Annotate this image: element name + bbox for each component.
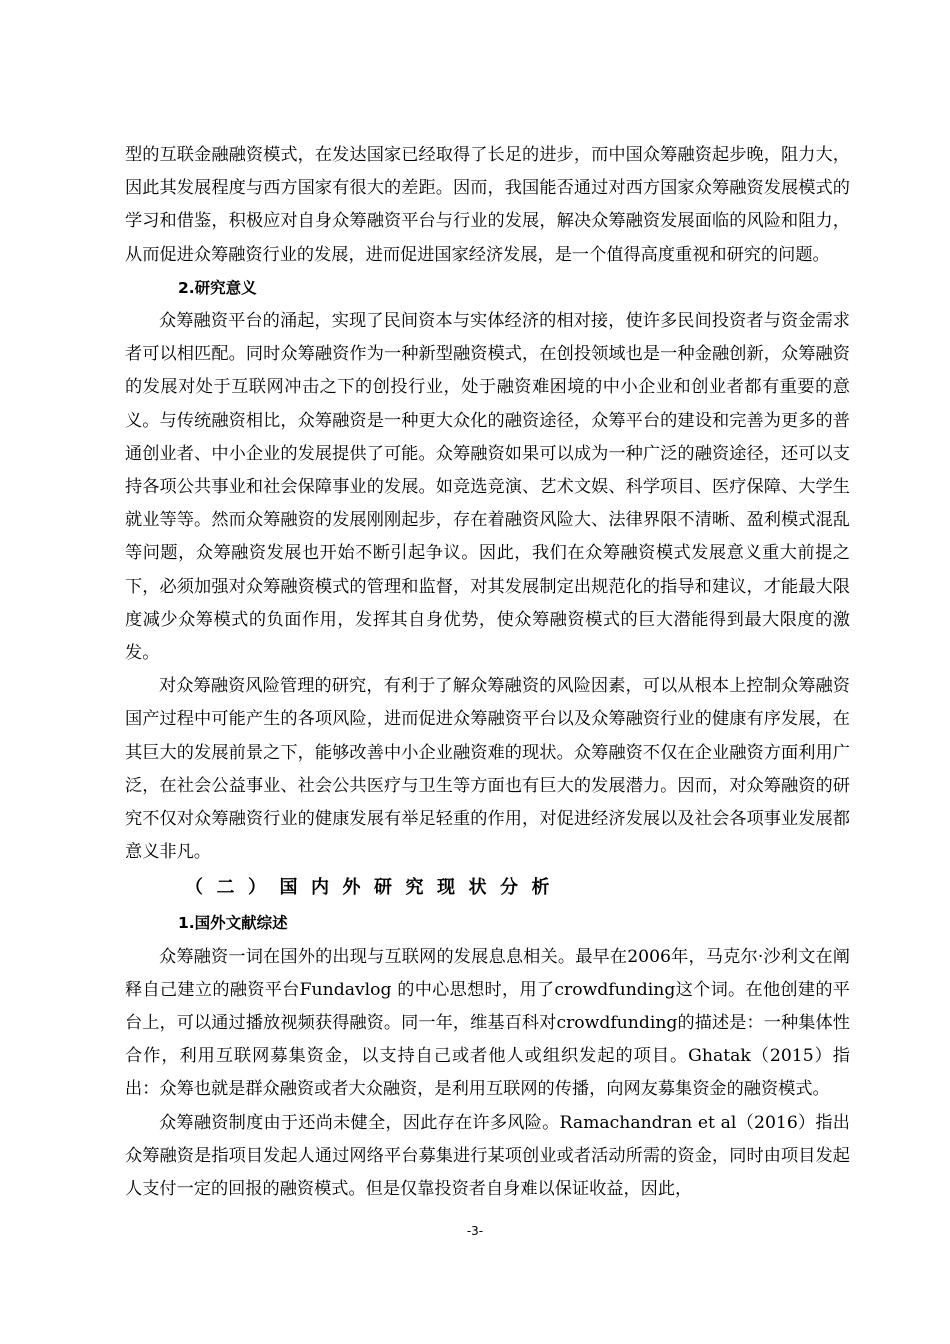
paragraph-continued: 型的互联金融融资模式，在发达国家已经取得了长足的进步，而中国众筹融资起步晚，阻力大，因此其发展程度与西方国家有很大的差距。因而，我国能否通过对西方国家众筹融资发展模式的学习和借鉴，积极应对自身众筹融资平台与行业的发展，解决众筹融资发展面临的风险和阻力，从而促进众筹融资行业的发展，进而促进国家经济发展，是一个值得高度重视和研究的问题。	[125, 145, 850, 265]
page-number: -3-	[466, 1224, 484, 1238]
subheading-foreign-literature: 1.国外文献综述	[178, 914, 288, 933]
paragraph-risks: 众筹融资制度由于还尚未健全，因此存在许多风险。Ramachandran et al（2016）指出众筹融资是指项目发起人通过网络平台募集进行某项创业或者活动所需的资金，同时由项目发起人支付一定的回报的融资模式。但是仅靠投资者自身难以保证收益，因此，	[125, 1112, 850, 1200]
paragraph-significance: 众筹融资平台的涌起，实现了民间资本与实体经济的相对接，使许多民间投资者与资金需求者可以相匹配。同时众筹融资作为一种新型融资模式，在创投领域也是一种金融创新，众筹融资的发展对处于互联网冲击之下的创投行业，处于融资难困境的中小企业和创业者都有重要的意义。与传统融资相比，众筹融资是一种更大众化的融资途径，众筹平台的建设和完善为更多的普通创业者、中小企业的发展提供了可能。众筹融资如果可以成为一种广泛的融资途径，还可以支持各项公共事业和社会保障事业的发展。如竞选竞演、艺术文娱、科学项目、医疗保障、大学生就业等等。然而众筹融资的发展刚刚起步，存在着融资风险大、法律界限不清晰、盈利模式混乱等问题，众筹融资发展也开始不断引起争议。因此，我们在众筹融资模式发展意义重大前提之下，必须加强对众筹融资模式的管理和监督，对其发展制定出规范化的指导和建议，才能最大限度减少众筹模式的负面作用，发挥其自身优势，使众筹融资模式的巨大潜能得到最大限度的激发。	[125, 311, 850, 664]
page-body	[125, 139, 850, 1206]
paragraph-foreign-literature: 众筹融资一词在国外的出现与互联网的发展息息相关。最早在2006年，马克尔·沙利文在阐释自己建立的融资平台Fundavlog 的中心思想时，用了crowdfunding这个词。在他创建的平台上，可以通过播放视频获得融资。同一年，维基百科对crowdfunding的描述是：一种集体性合作，利用互联网募集资金，以支持自己或者他人或组织发起的项目。Ghatak（2015）指出：众筹也就是群众融资或者大众融资，是利用互联网的传播，向网友募集资金的融资模式。	[125, 946, 850, 1100]
subheading-research-significance: 2.研究意义	[178, 278, 257, 297]
section-heading-research-status: （二）国内外研究现状分析	[185, 877, 563, 899]
paragraph-risk-management: 对众筹融资风险管理的研究，有利于了解众筹融资的风险因素，可以从根本上控制众筹融资国产过程中可能产生的各项风险，进而促进众筹融资平台以及众筹融资行业的健康有序发展，在其巨大的发展前景之下，能够改善中小企业融资难的现状。众筹融资不仅在企业融资方面利用广泛，在社会公益事业、社会公共医疗与卫生等方面也有巨大的发展潜力。因而，对众筹融资的研究不仅对众筹融资行业的健康发展有举足轻重的作用，对促进经济发展以及社会各项事业发展都意义非凡。	[125, 676, 850, 863]
